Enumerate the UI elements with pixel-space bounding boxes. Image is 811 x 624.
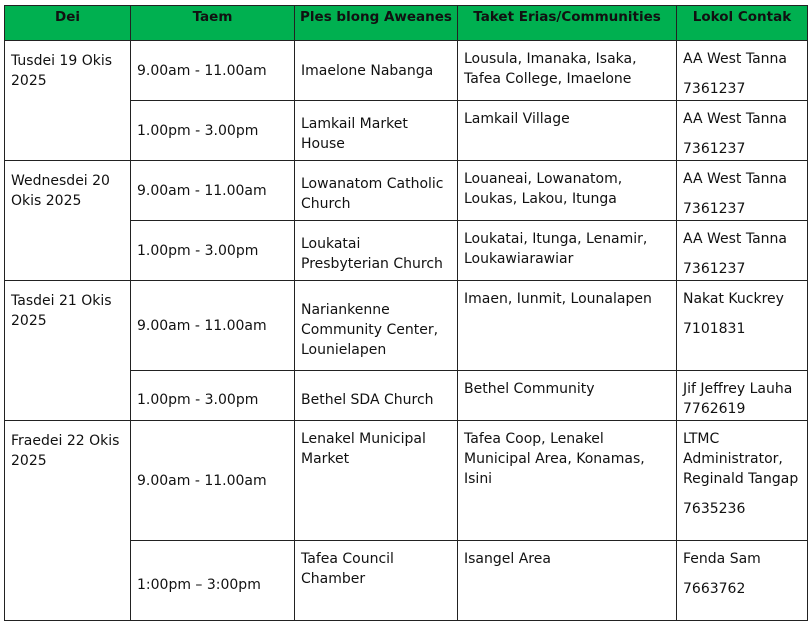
- contact-phone: 7663762: [683, 581, 746, 597]
- table-row: [5, 421, 808, 541]
- time-cell: 9.00am - 11.00am: [131, 421, 295, 541]
- contact-name: AA West Tanna: [683, 171, 788, 187]
- day-cell: Wednesdei 20 Okis 2025: [5, 161, 131, 281]
- table-row: [5, 41, 808, 101]
- header-row: [5, 6, 808, 41]
- header-time: Taem: [131, 6, 295, 41]
- place-cell: Bethel SDA Church: [295, 371, 458, 421]
- contact-cell: [677, 421, 808, 541]
- contact-cell: [677, 161, 808, 221]
- place-cell: Lowanatom Catholic Church: [295, 161, 458, 221]
- areas-cell: Lousula, Imanaka, Isaka, Tafea College, Imaelone: [458, 41, 677, 101]
- time-cell: 9.00am - 11.00am: [131, 41, 295, 101]
- time-cell: 1.00pm - 3.00pm: [131, 371, 295, 421]
- areas-cell: Loukatai, Itunga, Lenamir, Loukawiarawiar: [458, 221, 677, 281]
- contact-phone: 7762619: [683, 401, 746, 417]
- place-text: Imaelone Nabanga: [301, 62, 434, 79]
- header-contact: Lokol Contak: [677, 6, 808, 41]
- contact-phone: 7361237: [683, 201, 746, 217]
- place-cell: Tafea Council Chamber: [295, 541, 458, 621]
- contact-phone: 7101831: [683, 321, 746, 337]
- contact-name: LTMC Administrator, Reginald Tangap: [683, 431, 799, 487]
- areas-cell: Imaen, Iunmit, Lounalapen: [458, 281, 677, 371]
- place-cell: Nariankenne Community Center, Lounielapen: [295, 281, 458, 371]
- table-row: [5, 281, 808, 371]
- header-day: Dei: [5, 6, 131, 41]
- place-cell: [295, 41, 458, 101]
- day-cell: Tusdei 19 Okis 2025: [5, 41, 131, 161]
- contact-cell: [677, 541, 808, 621]
- contact-phone: 7361237: [683, 81, 746, 97]
- day-cell: Fraedei 22 Okis 2025: [5, 421, 131, 621]
- contact-phone: 7361237: [683, 261, 746, 277]
- contact-cell: [677, 101, 808, 161]
- contact-name: Jif Jeffrey Lauha: [683, 381, 793, 397]
- place-cell: Lenakel Municipal Market: [295, 421, 458, 541]
- header-place: Ples blong Aweanes: [295, 6, 458, 41]
- time-cell: 1.00pm - 3.00pm: [131, 101, 295, 161]
- contact-phone: 7361237: [683, 141, 746, 157]
- contact-cell: [677, 221, 808, 281]
- contact-cell: [677, 281, 808, 371]
- areas-cell: Lamkail Village: [458, 101, 677, 161]
- contact-name: AA West Tanna: [683, 51, 788, 67]
- time-cell: 1:00pm – 3:00pm: [131, 541, 295, 621]
- header-areas: Taket Erias/Communities: [458, 6, 677, 41]
- day-cell: Tasdei 21 Okis 2025: [5, 281, 131, 421]
- contact-cell: [677, 371, 808, 421]
- areas-cell: Louaneai, Lowanatom, Loukas, Lakou, Itunga: [458, 161, 677, 221]
- place-cell: Lamkail Market House: [295, 101, 458, 161]
- schedule-table: [4, 5, 808, 621]
- contact-phone: 7635236: [683, 501, 746, 517]
- time-cell: 9.00am - 11.00am: [131, 281, 295, 371]
- time-cell: 1.00pm - 3.00pm: [131, 221, 295, 281]
- contact-name: AA West Tanna: [683, 111, 788, 127]
- table-row: [5, 161, 808, 221]
- contact-name: Fenda Sam: [683, 551, 761, 567]
- time-cell: 9.00am - 11.00am: [131, 161, 295, 221]
- place-cell: Loukatai Presbyterian Church: [295, 221, 458, 281]
- areas-cell: Bethel Community: [458, 371, 677, 421]
- contact-cell: [677, 41, 808, 101]
- areas-cell: Isangel Area: [458, 541, 677, 621]
- contact-name: Nakat Kuckrey: [683, 291, 784, 307]
- areas-cell: Tafea Coop, Lenakel Municipal Area, Konamas, Isini: [458, 421, 677, 541]
- contact-name: AA West Tanna: [683, 231, 788, 247]
